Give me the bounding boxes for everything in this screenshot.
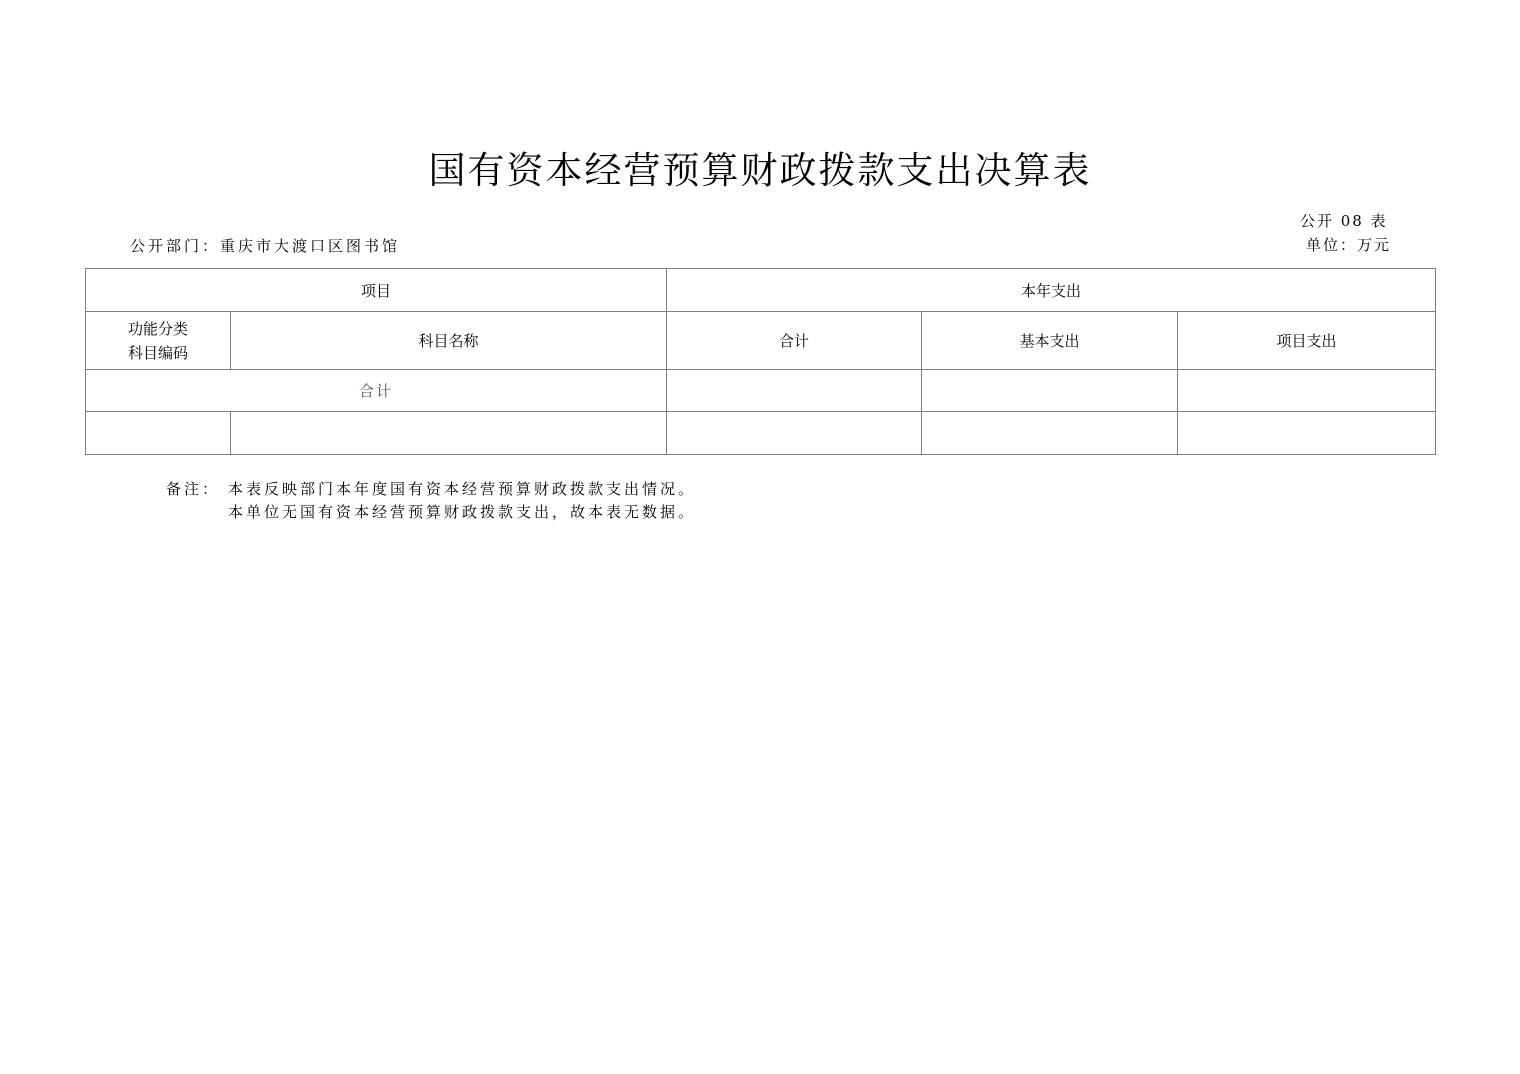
header-function-code-line1: 功能分类 — [127, 319, 188, 338]
header-item: 项目 — [86, 269, 667, 312]
header-project-expense: 项目支出 — [1178, 312, 1436, 370]
name-cell — [231, 412, 667, 455]
notes-line2-row — [166, 501, 696, 524]
page-title: 国有资本经营预算财政拨款支出决算表 — [428, 149, 1092, 192]
department-line — [130, 235, 400, 256]
header-function-code — [86, 312, 231, 370]
form-number: 公开 08 表 — [1300, 212, 1388, 230]
notes-line2: 本单位无国有资本经营预算财政拨款支出，故本表无数据。 — [228, 503, 697, 521]
table-row — [86, 412, 1436, 455]
department-label: 公开部门： — [130, 237, 221, 255]
notes — [166, 478, 696, 524]
total-row-label: 合计 — [86, 370, 667, 412]
table-subheader-row — [86, 312, 1436, 370]
code-cell — [86, 412, 231, 455]
project-cell — [1178, 412, 1436, 455]
basic-cell — [922, 412, 1178, 455]
header-function-code-line2: 科目编码 — [127, 343, 188, 362]
table-header-row — [86, 269, 1436, 312]
basic-cell — [922, 370, 1178, 412]
department-name: 重庆市大渡口区图书馆 — [220, 237, 401, 255]
header-total: 合计 — [667, 312, 922, 370]
notes-label: 备注： — [166, 480, 221, 498]
header-year-expense: 本年支出 — [667, 269, 1436, 312]
expense-table — [85, 268, 1436, 455]
project-cell — [1178, 370, 1436, 412]
notes-line1: 本表反映部门本年度国有资本经营预算财政拨款支出情况。 — [228, 480, 697, 498]
total-cell — [667, 412, 922, 455]
header-subject-name: 科目名称 — [231, 312, 667, 370]
table-row — [86, 370, 1436, 412]
unit-label: 单位：万元 — [1306, 236, 1392, 254]
header-basic-expense: 基本支出 — [922, 312, 1178, 370]
total-cell — [667, 370, 922, 412]
notes-line1-row — [166, 478, 696, 501]
